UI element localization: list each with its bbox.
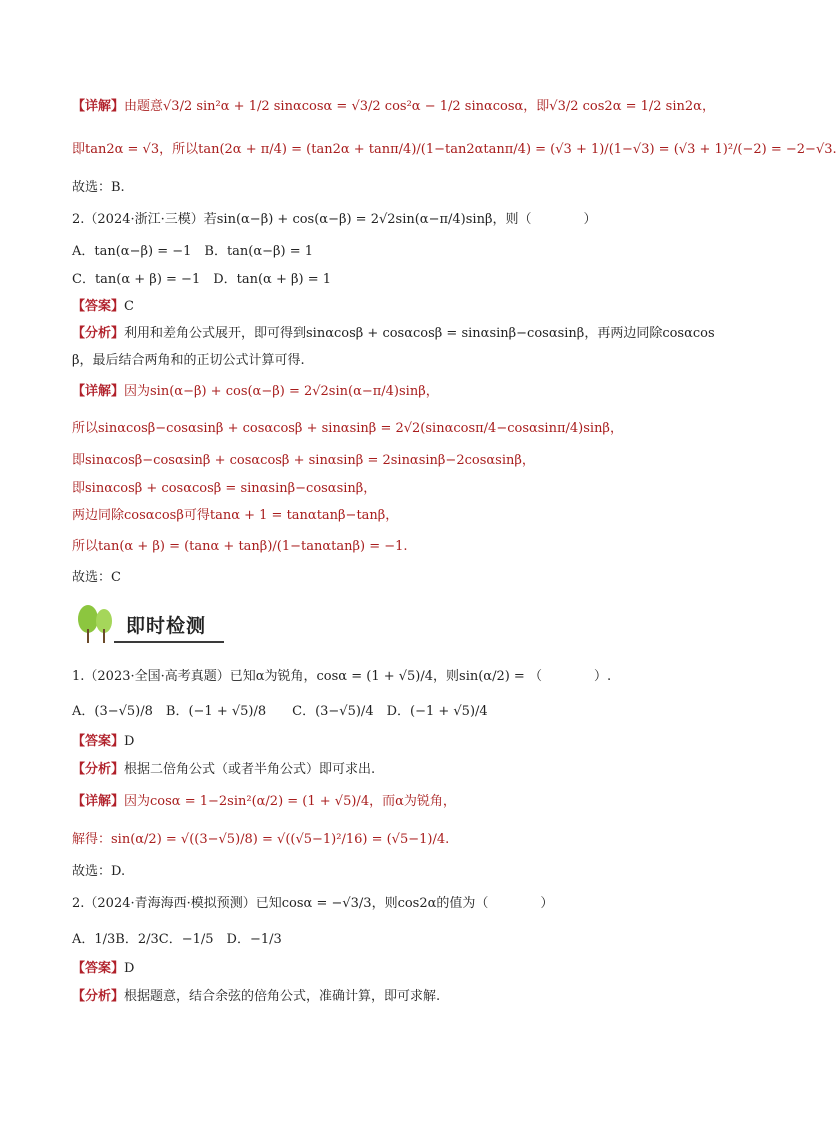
text-line xyxy=(72,210,734,230)
section-tag: 【答案】 xyxy=(72,299,125,314)
section-tag: 【详解】 xyxy=(72,794,125,809)
line-content: 由题意√3/2 sin²α + 1/2 sinαcosα = √3/2 cos²α − 1/2 sinαcosα，即√3/2 cos2α = 1/2 sin2α， xyxy=(124,99,715,114)
section-tag: 【分析】 xyxy=(72,326,125,341)
line-content: 故选：C xyxy=(72,570,121,585)
section-tag: 【分析】 xyxy=(72,989,125,1004)
text-line xyxy=(72,140,837,160)
text-line xyxy=(72,568,734,588)
line-content: 即sinαcosβ−cosαsinβ + cosαcosβ + sinαsinβ = 2sinαsinβ−2cosαsinβ， xyxy=(72,453,535,468)
line-content: 解得：sin(α/2) = √((3−√5)/8) = √((√5−1)²/16) = (√5−1)/4. xyxy=(72,832,450,847)
text-line xyxy=(72,242,734,262)
text-line xyxy=(72,297,734,317)
line-content: 即tan2α = √3，所以tan(2α + π/4) = (tan2α + tanπ/4)/(1−tan2αtanπ/4) = (√3 + 1)/(1−√3) = (√3 + 1)²/(−2) = −2−√3. xyxy=(72,142,837,157)
text-line xyxy=(72,959,734,979)
text-line xyxy=(72,382,734,402)
section-divider xyxy=(114,641,224,643)
section-title: 即时检测 xyxy=(126,615,207,637)
text-line xyxy=(72,830,734,850)
line-content: 2.（2024·浙江·三模）若sin(α−β) + cos(α−β) = 2√2sin(α−π/4)sinβ，则（ ） xyxy=(72,212,597,227)
line-content: 利用和差角公式展开，即可得到sinαcosβ + cosαcosβ = sinαsinβ−cosαsinβ，再两边同除cosαcos xyxy=(124,326,715,341)
text-line xyxy=(72,178,734,198)
tree-icon xyxy=(74,603,126,645)
text-line xyxy=(72,537,734,557)
section-tag: 【分析】 xyxy=(72,762,125,777)
text-line xyxy=(72,324,734,344)
section-tag: 【详解】 xyxy=(72,384,125,399)
text-line xyxy=(72,506,734,526)
text-line xyxy=(72,702,734,722)
line-content: A．1/3B．2/3C．−1/5 D．−1/3 xyxy=(72,932,282,947)
text-line xyxy=(72,479,734,499)
line-content: 根据题意，结合余弦的倍角公式，准确计算，即可求解. xyxy=(124,989,441,1004)
line-content: 2.（2024·青海海西·模拟预测）已知cosα = −√3/3，则cos2α的值为（ ） xyxy=(72,896,554,911)
line-content: D xyxy=(124,734,135,749)
line-content: 所以tan(α + β) = (tanα + tanβ)/(1−tanαtanβ) = −1. xyxy=(72,539,408,554)
line-content: A．tan(α−β) = −1 B．tan(α−β) = 1 xyxy=(72,244,314,259)
line-content: C xyxy=(124,299,134,314)
text-line xyxy=(72,792,734,812)
line-content: 故选：B. xyxy=(72,180,125,195)
text-line xyxy=(72,451,734,471)
line-content: 因为sin(α−β) + cos(α−β) = 2√2sin(α−π/4)sinβ， xyxy=(124,384,439,399)
line-content: β，最后结合两角和的正切公式计算可得. xyxy=(72,353,305,368)
text-line xyxy=(72,351,734,371)
line-content: C．tan(α + β) = −1 D．tan(α + β) = 1 xyxy=(72,272,332,287)
line-content: 即sinαcosβ + cosαcosβ = sinαsinβ−cosαsinβ， xyxy=(72,481,377,496)
text-line xyxy=(72,862,734,882)
section-tag: 【答案】 xyxy=(72,961,125,976)
section-header xyxy=(74,603,224,645)
section-tag: 【答案】 xyxy=(72,734,125,749)
text-line xyxy=(72,97,734,117)
line-content: 故选：D. xyxy=(72,864,126,879)
text-line xyxy=(72,667,734,687)
line-content: 所以sinαcosβ−cosαsinβ + cosαcosβ + sinαsinβ = 2√2(sinαcosπ/4−cosαsinπ/4)sinβ， xyxy=(72,421,623,436)
text-line xyxy=(72,987,734,1007)
line-content: A．(3−√5)/8 B．(−1 + √5)/8 C．(3−√5)/4 D．(−1 + √5)/4 xyxy=(72,704,488,719)
line-content: 两边同除cosαcosβ可得tanα + 1 = tanαtanβ−tanβ， xyxy=(72,508,399,523)
text-line xyxy=(72,732,734,752)
text-line xyxy=(72,419,734,439)
text-line xyxy=(72,894,734,914)
line-content: 因为cosα = 1−2sin²(α/2) = (1 + √5)/4，而α为锐角， xyxy=(124,794,456,809)
line-content: 1.（2023·全国·高考真题）已知α为锐角，cosα = (1 + √5)/4，则sin(α/2) = （ ）. xyxy=(72,669,612,684)
text-line xyxy=(72,270,734,290)
line-content: D xyxy=(124,961,135,976)
section-tag: 【详解】 xyxy=(72,99,125,114)
line-content: 根据二倍角公式（或者半角公式）即可求出. xyxy=(124,762,376,777)
text-line xyxy=(72,930,734,950)
text-line xyxy=(72,760,734,780)
